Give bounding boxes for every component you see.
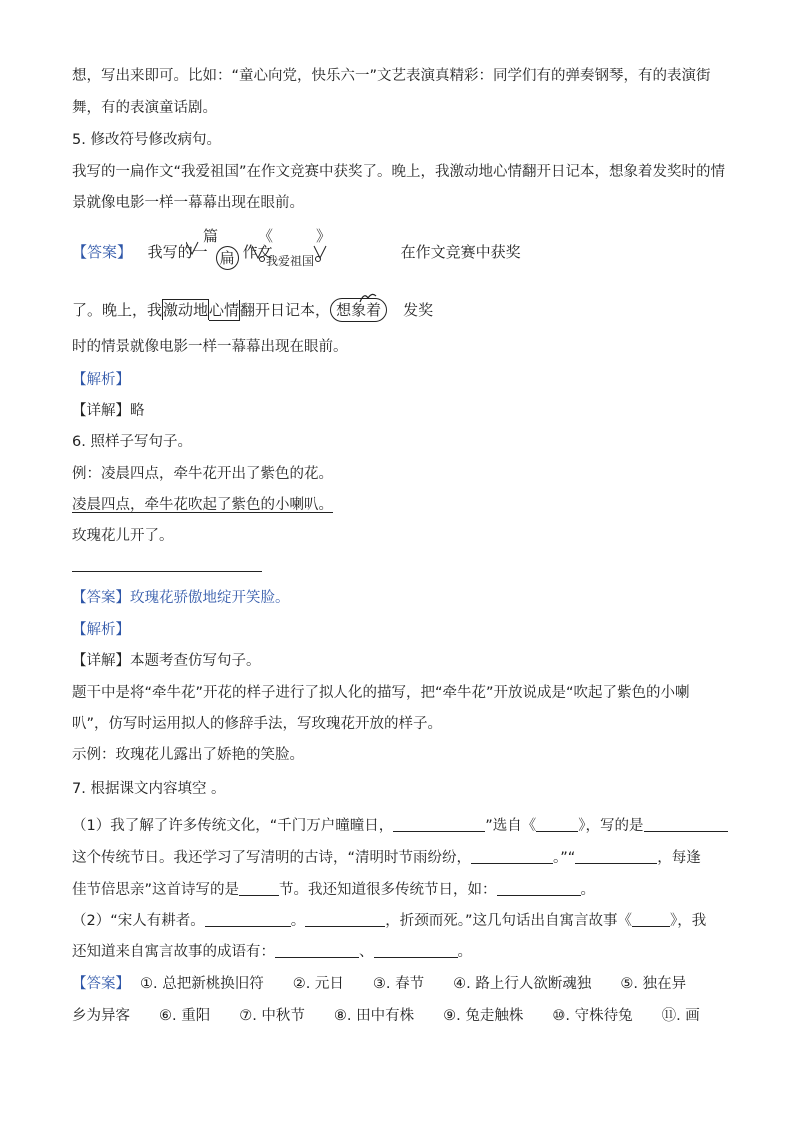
swap-word: 心情 [209, 301, 240, 319]
answer-text: 翻开日记本， [240, 301, 331, 319]
text: 。 [457, 944, 472, 960]
answer-blank [72, 571, 262, 572]
answer-text: 在作文竞赛中获奖 [400, 243, 521, 261]
text-line: 示例：玫瑰花儿露出了娇艳的笑脸。 [72, 747, 304, 763]
text-line: 题干中是将“牵牛花”开花的样子进行了拟人化的描写，把“牵牛花”开放说成是“吹起了紫色的小喇 [72, 685, 690, 701]
text: 。 [580, 882, 596, 898]
insert-mark: 《 [258, 227, 274, 245]
keep-mark [358, 290, 378, 306]
text-line: 我写的一扁作文“我爱祖国”在作文竞赛中获奖了。晚上，我激动地心情翻开日记本，想象着发奖时的情 [72, 164, 726, 180]
analysis-label: 【解析】 [72, 622, 130, 638]
text-line: 想，写出来即可。比如：“童心向党，快乐六一”文艺表演真精彩：同学们有的弹奏钢琴，有的表演街 [72, 68, 711, 84]
text-line: 舞，有的表演童话剧。 [72, 100, 217, 116]
text: 节。我还知道很多传统节日，如： [279, 882, 497, 898]
answer-7-line2: 乡为异客 ⑥. 重阳 ⑦. 中秋节 ⑧. 田中有株 ⑨. 兔走触株 ⑩. 守株待兔 ⑪. 画 [72, 1008, 700, 1024]
text-line: 叭”，仿写时运用拟人的修辞手法，写玫瑰花开放的样子。 [72, 716, 443, 732]
text: （1）我了解了许多传统文化，“千门万户曈曈日， [72, 818, 394, 834]
answer-text: ①. 总把新桃换旧符 ②. 元日 ③. 春节 ④. 路上行人欲断魂独 ⑤. 独在异 [140, 976, 687, 992]
answer-text: 我写的一 [147, 243, 208, 261]
fill-blank[interactable] [575, 849, 657, 864]
circled-word: 扁 [216, 246, 239, 270]
answer-label: 【答案】 [72, 976, 130, 992]
text: （2）“宋人有耕者。 [72, 913, 205, 929]
answer-6 [72, 588, 290, 608]
example-line: 例：凌晨四点，牵牛花开出了紫色的花。 [72, 466, 333, 482]
q7-line2 [72, 848, 701, 868]
question-5: 5. 修改符号修改病句。 [72, 132, 221, 148]
q7-line3 [72, 880, 595, 900]
text: 》，写的是 [578, 818, 644, 834]
answer-text: 激动地 [163, 301, 209, 319]
example-line: 凌晨四点，牵牛花吹起了紫色的小喇叭。 [72, 497, 333, 513]
fill-blank[interactable] [644, 817, 728, 832]
text-line: 景就像电影一样一幕幕出现在眼前。 [72, 195, 304, 211]
fill-blank[interactable] [239, 881, 279, 896]
detail-6: 【详解】本题考查仿写句子。 [72, 653, 261, 669]
delete-mark [162, 299, 209, 320]
question-6: 6. 照样子写句子。 [72, 434, 192, 450]
answer-7-line1 [72, 974, 686, 994]
fill-blank[interactable] [471, 849, 553, 864]
fill-blank[interactable] [374, 943, 458, 958]
text: 》，我 [670, 913, 707, 929]
fill-blank[interactable] [536, 817, 578, 832]
text-line: 时的情景就像电影一样一幕幕出现在眼前。 [72, 339, 348, 355]
correction-marks [186, 232, 486, 272]
text: 。 [290, 913, 306, 929]
fill-blank[interactable] [393, 817, 485, 832]
fill-blank[interactable] [275, 943, 359, 958]
text: 还知道来自寓言故事的成语有： [72, 944, 275, 960]
q7-line4 [72, 911, 706, 931]
insert-mark: 》 [316, 227, 332, 245]
text: ，每逢 [657, 850, 701, 866]
text: ，折颈而死。”这几句话出自寓言故事《 [385, 913, 633, 929]
question-7: 7. 根据课文内容填空 。 [72, 781, 226, 797]
answer-text: 了。晚上，我 [72, 301, 163, 319]
text: 佳节倍思亲”这首诗写的是 [72, 882, 240, 898]
answer-text: 作文 [242, 243, 273, 261]
q7-line1 [72, 816, 728, 836]
text: 。”“ [553, 850, 576, 866]
answer-text: 发奖 [403, 301, 434, 319]
text: ”选自《 [485, 818, 537, 834]
q7-line5 [72, 942, 472, 962]
circled-word: 想象着 [330, 298, 387, 322]
answer-text: 我爱祖国 [266, 254, 315, 268]
fill-blank[interactable] [305, 912, 385, 927]
answer-text: 【答案】玫瑰花骄傲地绽开笑脸。 [72, 590, 290, 606]
insert-word: 篇 [203, 227, 219, 245]
fill-blank[interactable] [632, 912, 670, 927]
fill-blank[interactable] [205, 912, 291, 927]
analysis-label: 【解析】 [72, 372, 130, 388]
answer-label: 【答案】 [72, 243, 133, 261]
fill-blank[interactable] [497, 881, 581, 896]
question-line: 玫瑰花儿开了。 [72, 528, 174, 544]
answer-5-line2 [72, 298, 433, 322]
text: 、 [359, 944, 374, 960]
text: 这个传统节日。我还学习了写清明的古诗，“清明时节雨纷纷， [72, 850, 472, 866]
detail-5: 【详解】略 [72, 403, 145, 419]
